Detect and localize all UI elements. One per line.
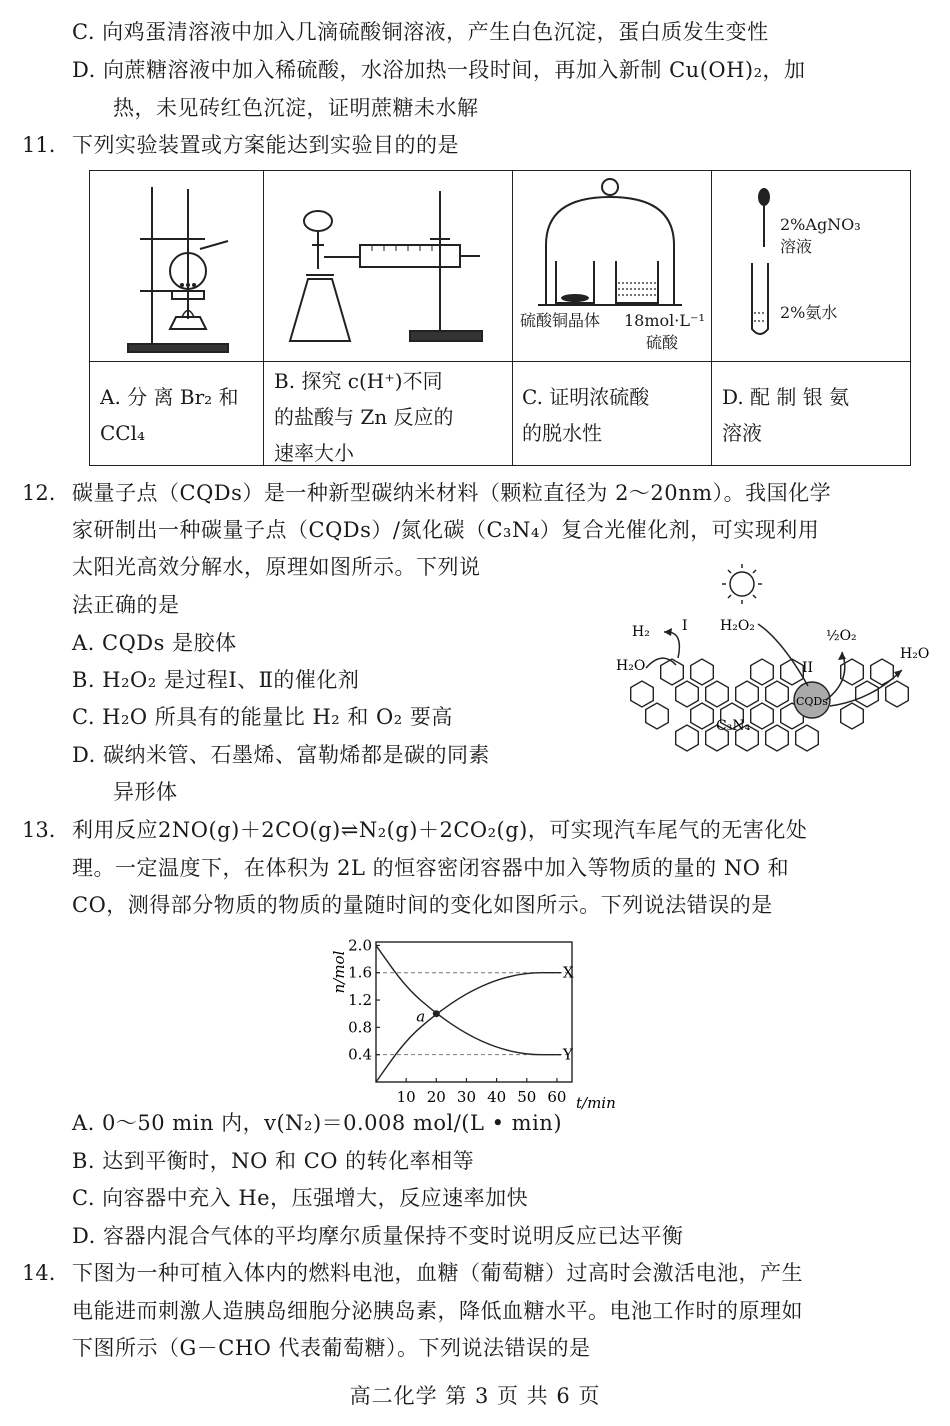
y-tick-label: 0.8 [348,1018,372,1037]
q12-option-a: A. CQDs 是胶体 [72,631,237,655]
c-fig-right-label2: 硫酸 [646,333,679,352]
q11-stem: 下列实验装置或方案能达到实验目的的是 [72,133,459,157]
q11-option-d-line1: D. 配 制 银 氨 [722,385,850,409]
q11-option-a: A. 分 离 Br₂ 和 CCl₄ [100,385,239,445]
x-tick-label: 60 [547,1088,567,1106]
q13-line3: CO，测得部分物质的物质的量随时间的变化如图所示。下列说法错误的是 [72,893,773,917]
apparatus-b-figure [280,179,505,357]
d-fig-top-label2: 溶液 [780,237,813,256]
intersection-point [433,1010,440,1017]
q12-number: 12. [22,481,56,505]
hexagon [766,725,789,751]
q11-option-c-line1: C. 证明浓硫酸 [522,385,650,409]
hexagon [751,703,774,729]
fig-h2o2-label: H₂O₂ [720,618,755,634]
apparatus-d-figure [730,183,790,353]
q13-chart [320,930,630,1115]
hexagon [676,681,699,707]
point-a-label: a [416,1007,426,1026]
y-tick-label: 2.0 [348,936,372,955]
x-tick-label: 10 [396,1088,416,1106]
hexagon [841,703,864,729]
q12-option-c: C. H₂O 所具有的能量比 H₂ 和 O₂ 要高 [72,705,453,729]
q12-photocatalysis-figure [612,560,932,760]
series-label-Y: Y [562,1045,573,1064]
q11-option-b-line1: B. 探究 c(H⁺)不同 [274,369,443,393]
c-fig-right-label1: 18mol·L⁻¹ [624,311,705,330]
hexagon [691,659,714,685]
q12-line4: 法正确的是 [72,593,180,617]
q13-option-a: A. 0～50 min 内，v(N₂)＝0.008 mol/(L • min) [72,1111,563,1135]
y-tick-label: 0.4 [348,1045,372,1064]
fig-process-1-label: I [682,618,688,634]
d-fig-top-label1: 2%AgNO₃ [780,215,861,234]
q12-option-d-line1: D. 碳纳米管、石墨烯、富勒烯都是碳的同素 [72,743,490,767]
c3n4-lattice [631,659,909,751]
q11-option-b-line2: 的盐酸与 Zn 反应的 [274,405,454,429]
y-axis-label: n/mol [330,950,348,994]
apparatus-c-figure [518,175,708,361]
hexagon [706,681,729,707]
hexagon [691,703,714,729]
q11-table [89,170,911,466]
hexagon [736,681,759,707]
sun-icon [722,564,762,604]
hexagon [751,659,774,685]
hexagon [661,659,684,685]
hexagon [646,703,669,729]
q11-number: 11. [22,133,56,157]
d-fig-bottom-label: 2%氨水 [780,303,838,322]
q11-option-d-line2: 溶液 [722,421,762,445]
q12-option-b: B. H₂O₂ 是过程Ⅰ、Ⅱ的催化剂 [72,668,360,692]
q10-option-d-line2: 热，未见砖红色沉淀，证明蔗糖未水解 [113,96,479,120]
apparatus-a-figure [110,179,250,357]
c-fig-left-label: 硫酸铜晶体 [520,311,601,330]
q13-option-d: D. 容器内混合气体的平均摩尔质量保持不变时说明反应已达平衡 [72,1224,684,1248]
q12-line2: 家研制出一种碳量子点（CQDs）/氮化碳（C₃N₄）复合光催化剂，可实现利用 [72,518,820,542]
fig-h2o-left-label: H₂O [616,658,646,674]
fig-half-o2-label: ½O₂ [826,628,857,644]
fig-c3n4-label: C₃N₄ [716,718,751,734]
q13-option-b: B. 达到平衡时，NO 和 CO 的转化率相等 [72,1149,475,1173]
q12-line1: 碳量子点（CQDs）是一种新型碳纳米材料（颗粒直径为 2～20nm）。我国化学 [72,481,832,505]
x-axis-label: t/min [576,1094,616,1112]
q13-number: 13. [22,818,56,842]
hexagon [766,681,789,707]
fig-h2-label: H₂ [632,624,650,640]
hexagon [796,725,819,751]
y-tick-label: 1.2 [348,991,372,1010]
chart-frame [376,942,572,1082]
hexagon [631,681,654,707]
x-tick-label: 40 [487,1088,507,1106]
fig-h2o-right-label: H₂O [900,646,930,662]
x-tick-label: 50 [517,1088,537,1106]
q10-option-d-line1: D. 向蔗糖溶液中加入稀硫酸，水浴加热一段时间，再加入新制 Cu(OH)₂，加 [72,58,806,82]
q14-line3: 下图所示（G－CHO 代表葡萄糖）。下列说法错误的是 [72,1336,591,1360]
hexagon [676,725,699,751]
q13-line2: 理。一定温度下，在体积为 2L 的恒容密闭容器中加入等物质的量的 NO 和 [72,856,790,880]
fig-process-2-label: II [802,660,814,676]
hexagon [856,681,879,707]
q14-number: 14. [22,1261,56,1285]
series-line-X [376,973,557,1082]
q14-line1: 下图为一种可植入体内的燃料电池，血糖（葡萄糖）过高时会激活电池，产生 [72,1261,803,1285]
series-label-X: X [562,963,574,982]
hexagon [886,681,909,707]
fig-cqds-label: CQDs [796,695,828,708]
x-tick-label: 30 [456,1088,477,1106]
q10-option-c: C. 向鸡蛋清溶液中加入几滴硫酸铜溶液，产生白色沉淀，蛋白质发生变性 [72,20,769,44]
y-tick-label: 1.6 [348,963,372,982]
q12-line3: 太阳光高效分解水，原理如图所示。下列说 [72,555,481,579]
x-tick-label: 20 [426,1088,446,1106]
page-footer: 高二化学 第 3 页 共 6 页 [349,1384,601,1408]
q11-option-c-line2: 的脱水性 [522,421,602,445]
q13-line1: 利用反应2NO(g)＋2CO(g)⇌N₂(g)＋2CO₂(g)，可实现汽车尾气的无害化处 [72,818,808,842]
q11-option-b-line3: 速率大小 [274,441,354,465]
q13-option-c: C. 向容器中充入 He，压强增大，反应速率加快 [72,1186,529,1210]
q14-line2: 电能进而刺激人造胰岛细胞分泌胰岛素，降低血糖水平。电池工作时的原理如 [72,1299,803,1323]
q12-option-d-line2: 异形体 [113,780,178,804]
series-line-Y [376,945,557,1054]
